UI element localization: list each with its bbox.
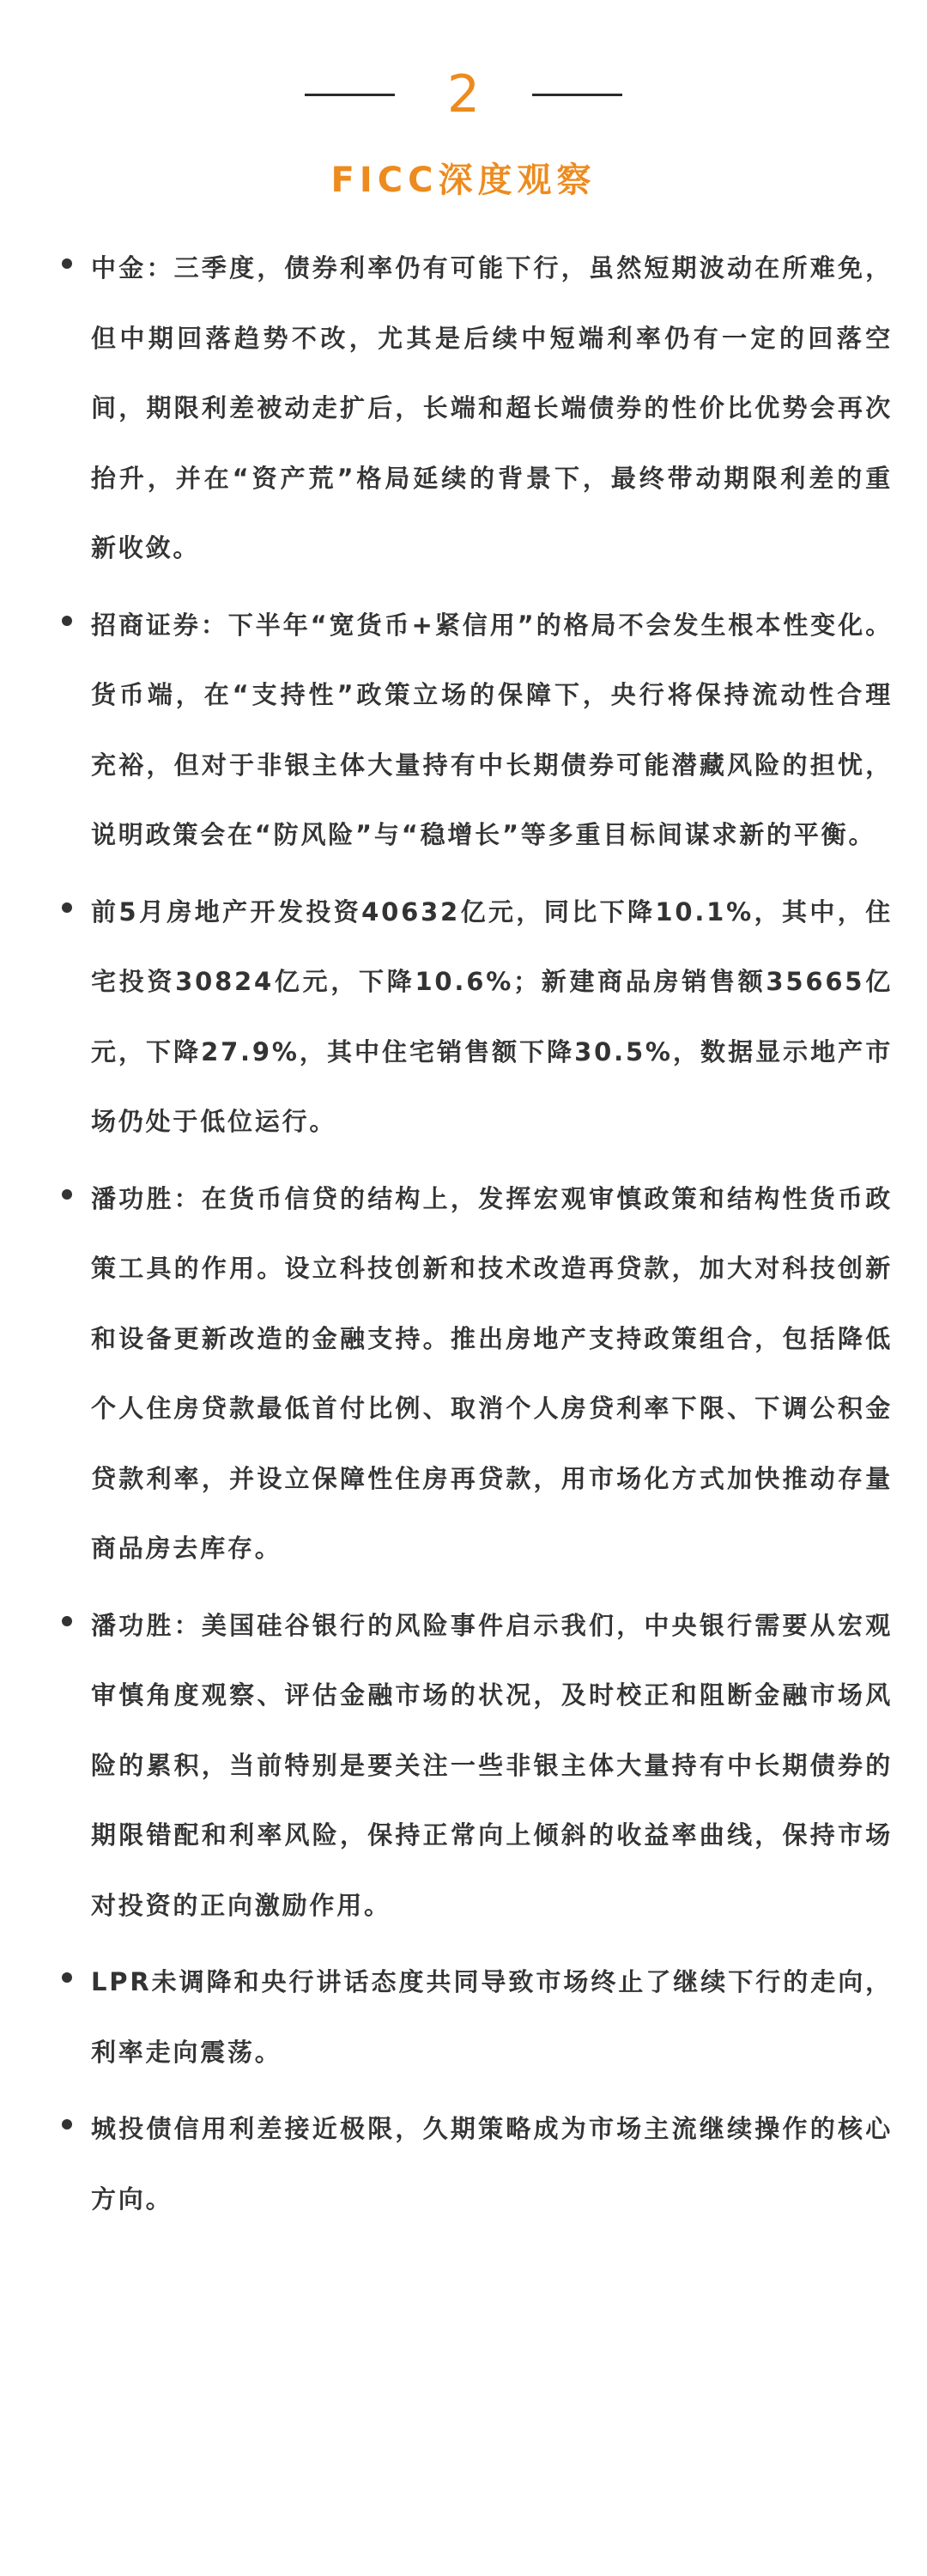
- bullet-dot-icon: [62, 616, 72, 626]
- bullet-dot-icon: [62, 2119, 72, 2129]
- section-number-row: [0, 60, 927, 129]
- bullet-text: LPR未调降和央行讲话态度共同导致市场终止了继续下行的走向，利率走向震荡。: [91, 1967, 893, 2067]
- bullet-text: 前5月房地产开发投资40632亿元，同比下降10.1%，其中，住宅投资30824亿元，下降10.6%；新建商品房销售额35665亿元，下降27.9%，其中住宅销售额下降30.5%，数据显示地产市场仍处于低位运行。: [91, 896, 893, 1136]
- bullet-text: 招商证券：下半年“宽货币+紧信用”的格局不会发生根本性变化。货币端，在“支持性”政策立场的保障下，央行将保持流动性合理充裕，但对于非银主体大量持有中长期债券可能潜藏风险的担忧，说明政策会在“防风险”与“稳增长”等多重目标间谋求新的平衡。: [91, 610, 893, 849]
- bullet-item-cmb-securities: [60, 591, 893, 871]
- bullet-item-chengtou-bonds: [60, 2094, 893, 2234]
- bullet-text: 中金：三季度，债券利率仍有可能下行，虽然短期波动在所难免，但中期回落趋势不改，尤其是后续中短端利率仍有一定的回落空间，期限利差被动走扩后，长端和超长端债券的性价比优势会再次抬升，并在“资产荒”格局延续的背景下，最终带动期限利差的重新收敛。: [91, 253, 893, 562]
- bullet-text: 潘功胜：美国硅谷银行的风险事件启示我们，中央银行需要从宏观审慎角度观察、评估金融市场的状况，及时校正和阻断金融市场风险的累积，当前特别是要关注一些非银主体大量持有中长期债券的期限错配和利率风险，保持正常向上倾斜的收益率曲线，保持市场对投资的正向激励作用。: [91, 1610, 893, 1920]
- section-title: FICC深度观察: [330, 161, 597, 200]
- right-divider: [532, 94, 622, 96]
- bullet-item-real-estate-data: [60, 878, 893, 1157]
- bullet-dot-icon: [62, 902, 72, 913]
- bullet-text: 潘功胜：在货币信贷的结构上，发挥宏观审慎政策和结构性货币政策工具的作用。设立科技创新和技术改造再贷款，加大对科技创新和设备更新改造的金融支持。推出房地产支持政策组合，包括降低个人住房贷款最低首付比例、取消个人房贷利率下限、下调公积金贷款利率，并设立保障性住房再贷款，用市场化方式加快推动存量商品房去库存。: [91, 1183, 893, 1563]
- bullet-dot-icon: [62, 1972, 72, 1983]
- bullet-item-lpr: [60, 1947, 893, 2087]
- section-header: [0, 60, 927, 202]
- bullet-dot-icon: [62, 1616, 72, 1626]
- bullet-item-pan-gongsheng-2: [60, 1591, 893, 1941]
- left-divider: [305, 94, 395, 96]
- bullet-dot-icon: [62, 1189, 72, 1200]
- bullet-item-pan-gongsheng-1: [60, 1164, 893, 1584]
- bullet-text: 城投债信用利差接近极限，久期策略成为市场主流继续操作的核心方向。: [91, 2114, 893, 2214]
- bullet-dot-icon: [62, 258, 72, 269]
- section-number: 2: [446, 64, 481, 125]
- bullet-list: [60, 234, 893, 2241]
- bullet-item-cicc: [60, 234, 893, 584]
